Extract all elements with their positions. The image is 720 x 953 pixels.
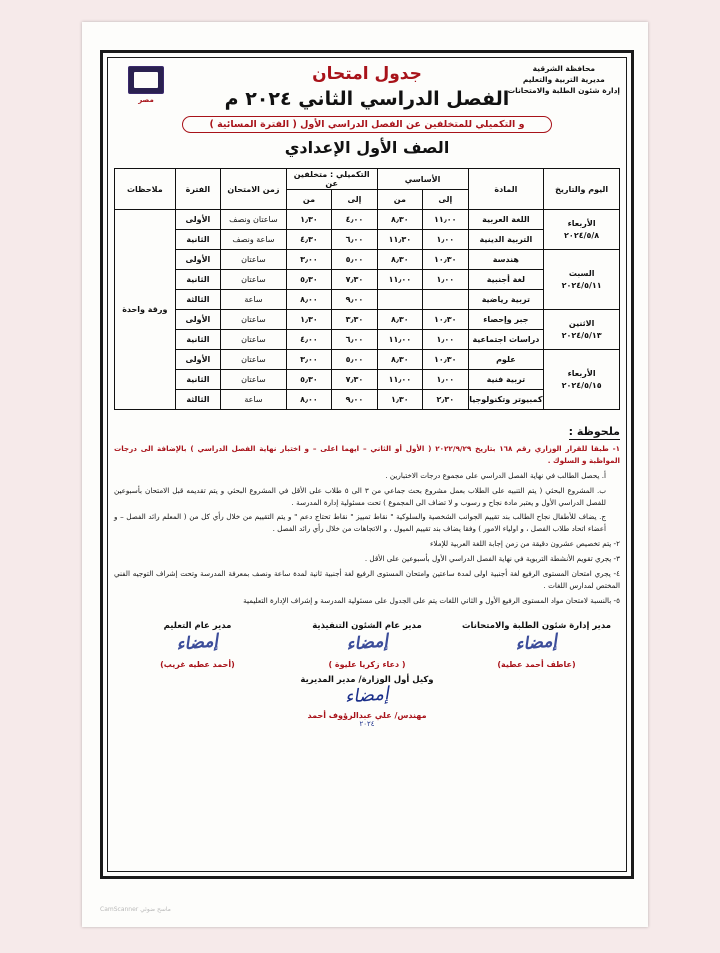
signature-scribble: إمضاء — [344, 630, 389, 655]
notes-title: ملحوظة : — [568, 425, 620, 438]
cell-period: الأولى — [175, 250, 220, 270]
signature-scribble: إمضاء — [343, 682, 390, 708]
cell-supp-to: ٧٫٣٠ — [332, 370, 377, 390]
cell-period: الثالثة — [175, 290, 220, 310]
cell-basic-to: ١٫٠٠ — [423, 330, 468, 350]
cell-supp-to: ٦٫٠٠ — [332, 230, 377, 250]
signature-role: مدير إدارة شئون الطلبة والامتحانات — [462, 620, 611, 631]
cell-period: الأولى — [175, 350, 220, 370]
cell-supp-from: ٤٫٠٠ — [286, 330, 331, 350]
cell-supp-from: ٥٫٣٠ — [286, 270, 331, 290]
cell-period: الثانية — [175, 270, 220, 290]
cell-basic-from: ١١٫٠٠ — [377, 330, 422, 350]
cell-basic-to: ١٫٠٠ — [423, 370, 468, 390]
signature-row — [114, 621, 620, 669]
cell-supp-from: ٣٫٠٠ — [286, 350, 331, 370]
th-period: الفترة — [175, 169, 220, 210]
logo-caption: مصر — [138, 96, 154, 104]
cell-supp-from: ١٫٣٠ — [286, 210, 331, 230]
signature-scribble: إمضاء — [514, 630, 559, 655]
cell-supp-from: ٣٫٠٠ — [286, 250, 331, 270]
signature-role: مدير عام التعليم — [163, 620, 232, 631]
th-group-supplementary: التكميلي : متخلفين عن — [286, 169, 377, 190]
cell-duration: ساعتان — [221, 330, 287, 350]
cell-basic-to: ٢٫٣٠ — [423, 390, 468, 410]
cell-supp-to: ٥٫٠٠ — [332, 350, 377, 370]
cell-subject: علوم — [468, 350, 544, 370]
signature-student-affairs — [453, 621, 620, 669]
cell-basic-from — [377, 290, 422, 310]
cell-duration: ساعتان — [221, 350, 287, 370]
document-header — [114, 62, 620, 166]
th-supp-from: من — [286, 190, 331, 210]
cell-day-date: السبت ٢٠٢٤/٥/١١ — [544, 250, 620, 310]
note-item-8: ٥- بالنسبة لامتحان مواد المستوى الرفيع الأول و الثاني اللغات يتم على الجدول على مسئولية المدرسة و إشراف الإدارة التعليمية — [243, 595, 620, 605]
cell-basic-from: ١٫٣٠ — [377, 390, 422, 410]
note-item-6: ٣- يجري تقويم الأنشطة التربوية في نهاية الفصل الدراسي الأول بأسبوعين على الأقل . — [364, 554, 620, 563]
note-item-2: أ. يحصل الطالب في نهاية الفصل الدراسي على مجموع درجات الاختبارين . — [385, 470, 606, 480]
cell-basic-to: ١٫٠٠ — [423, 230, 468, 250]
cell-subject: اللغة العربية — [468, 210, 544, 230]
cell-supp-to: ٣٫٣٠ — [332, 310, 377, 330]
note-item-5: ٢- يتم تخصيص عشرون دقيقة من زمن إجابة اللغة العربية للإملاء — [430, 539, 620, 549]
cell-period: الأولى — [175, 210, 220, 230]
signature-date: ٢٠٢٤ — [359, 719, 375, 728]
cell-duration: ساعتان — [221, 370, 287, 390]
signature-name: ( دعاء زكريا عليوة ) — [328, 659, 406, 669]
cell-duration: ساعة — [221, 290, 287, 310]
signature-executive-affairs — [284, 621, 451, 669]
table-row — [115, 310, 620, 330]
term-title: الفصل الدراسي الثاني ٢٠٢٤ م — [224, 88, 510, 110]
cell-supp-from: ٤٫٣٠ — [286, 230, 331, 250]
cell-duration: ساعتان — [221, 270, 287, 290]
cell-basic-from: ٨٫٣٠ — [377, 310, 422, 330]
cell-subject: التربية الدينية — [468, 230, 544, 250]
signature-scribble: إمضاء — [175, 630, 219, 655]
supplementary-subtitle: و التكميلي للمتخلفين عن الفصل الدراسي الأول ( الفترة المسائية ) — [182, 116, 551, 133]
note-item-3: ب. المشروع البحثي ( يتم التنبيه على الطلاب بعمل مشروع بحث جماعي من ٣ الى ٥ طلاب على الأقل في المشروع البحثي و يتم تقديمه قبل الامتحان بأسبوعين للفصل الدراسي الأول و يعتبر مادة نجاح و رسوب و لا تضاف الى المجموع ) تحت مسئولية إدارة المدرسة . — [114, 485, 607, 507]
cell-subject: دراسات اجتماعية — [468, 330, 544, 350]
cell-basic-from: ١١٫٠٠ — [377, 270, 422, 290]
cell-subject: تربية فنية — [468, 370, 544, 390]
cell-period: الثانية — [175, 230, 220, 250]
signature-role: وكيل أول الوزارة/ مدير المديرية — [300, 674, 434, 685]
table-row — [115, 250, 620, 270]
th-subject: المادة — [468, 169, 544, 210]
th-supp-to: إلى — [332, 190, 377, 210]
th-day-date: اليوم والتاريخ — [544, 169, 620, 210]
cell-period: الثانية — [175, 370, 220, 390]
cell-duration: ساعة ونصف — [221, 230, 287, 250]
cell-duration: ساعتان — [221, 310, 287, 330]
table-row — [115, 210, 620, 230]
table-header-row-1 — [115, 169, 620, 190]
cell-supp-to: ٦٫٠٠ — [332, 330, 377, 350]
cell-subject: لغة أجنبية — [468, 270, 544, 290]
gov-line-2: مديرية التربية والتعليم — [522, 74, 605, 84]
exam-schedule-table — [114, 168, 620, 410]
signature-role: مدير عام الشئون التنفيذية — [312, 620, 422, 631]
cell-duration: ساعتان — [221, 250, 287, 270]
cell-basic-to: ١٠٫٣٠ — [423, 310, 468, 330]
cell-notes: ورقة واحدة — [115, 210, 176, 410]
th-exam-duration: زمن الامتحان — [221, 169, 287, 210]
cell-basic-to: ١٠٫٣٠ — [423, 350, 468, 370]
cell-basic-to: ١١٫٠٠ — [423, 210, 468, 230]
signature-name: (أحمد عطيه غريب) — [160, 659, 235, 669]
cell-day-date: الأربعاء ٢٠٢٤/٥/٨ — [544, 210, 620, 250]
cell-supp-to: ٤٫٠٠ — [332, 210, 377, 230]
cell-subject: جبر وإحصاء — [468, 310, 544, 330]
cell-supp-to: ٩٫٠٠ — [332, 390, 377, 410]
cell-day-date: الأربعاء ٢٠٢٤/٥/١٥ — [544, 350, 620, 410]
cell-duration: ساعة — [221, 390, 287, 410]
cell-supp-from: ٨٫٠٠ — [286, 390, 331, 410]
cell-subject: تربية رياضية — [468, 290, 544, 310]
gov-line-3: إدارة شئون الطلبة والامتحانات — [507, 85, 620, 95]
cell-period: الأولى — [175, 310, 220, 330]
cell-supp-to: ٥٫٠٠ — [332, 250, 377, 270]
note-item-7: ٤- يجري امتحان المستوى الرفيع لغة أجنبية اولى لمدة ساعتين وامتحان المستوى الرفيع لغة أجنبية ثانية لمدة ساعة ونصف بمعرفة المدرسة وتحت إشراف التوجيه الفني المختص لمدارس اللغات . — [114, 568, 620, 590]
gov-line-1: محافظة الشرقية — [532, 64, 596, 73]
th-basic-from: من — [377, 190, 422, 210]
signature-undersecretary — [114, 675, 620, 728]
signature-name: مهندس/ علي عبدالرؤوف أحمد — [307, 710, 427, 720]
document-sheet — [82, 22, 648, 927]
cell-basic-from: ١١٫٣٠ — [377, 230, 422, 250]
grade-title: الصف الأول الإعدادي — [284, 138, 450, 157]
cell-duration: ساعتان ونصف — [221, 210, 287, 230]
exam-schedule-title: جدول امتحان — [312, 64, 422, 84]
cell-basic-from: ٨٫٣٠ — [377, 350, 422, 370]
cell-basic-from: ٨٫٣٠ — [377, 210, 422, 230]
cell-supp-to: ٧٫٣٠ — [332, 270, 377, 290]
cell-basic-from: ٨٫٣٠ — [377, 250, 422, 270]
cell-period: الثالثة — [175, 390, 220, 410]
th-group-basic: الأساسي — [377, 169, 468, 190]
cell-supp-from: ٨٫٠٠ — [286, 290, 331, 310]
document-content — [108, 58, 626, 871]
note-item-4: ج. يضاف للأطفال نجاح الطالب بند تقييم الجوانب الشخصية والسلوكية " نقاط تمييز " نقاط تحتاج دعم " و يتم التقييم من خلال رأي كل من ( المعلم رائد الفصل – و أعضاء اتحاد طلاب الفصل ، و اولياء الامور ) وفقا يضاف بند تقييم الميول ، و الاتجاهات من خلال رأي رائد الفصل . — [114, 512, 606, 534]
cell-basic-from: ١١٫٠٠ — [377, 370, 422, 390]
cell-period: الثانية — [175, 330, 220, 350]
scanner-watermark: CamScanner ماسح ضوئي — [100, 906, 171, 913]
signature-name: (عاطف أحمد عطية) — [497, 659, 576, 669]
cell-supp-from: ٥٫٣٠ — [286, 370, 331, 390]
cell-supp-to: ٩٫٠٠ — [332, 290, 377, 310]
cell-basic-to: ١٠٫٣٠ — [423, 250, 468, 270]
title-block — [114, 64, 620, 157]
cell-subject: هندسة — [468, 250, 544, 270]
cell-day-date: الاثنين ٢٠٢٤/٥/١٣ — [544, 310, 620, 350]
cell-supp-from: ١٫٣٠ — [286, 310, 331, 330]
table-row — [115, 350, 620, 370]
cell-basic-to: ١٫٠٠ — [423, 270, 468, 290]
signature-general-education — [114, 621, 281, 669]
th-basic-to: إلى — [423, 190, 468, 210]
note-item-1: ١- طبقا للقرار الوزاري رقم ١٦٨ بتاريخ ٢٠٢٢/٩/٢٩ ( الأول أو الثاني – ايهما اعلى – و اختبار نهاية الفصل الدراسي ) بالإضافة الى درجات المواظبة و السلوك . — [114, 444, 620, 465]
th-notes: ملاحظات — [115, 169, 176, 210]
cell-basic-to — [423, 290, 468, 310]
cell-subject: كمبيوتر وتكنولوجيا — [468, 390, 544, 410]
table-body — [115, 210, 620, 410]
notes-section — [114, 420, 620, 607]
